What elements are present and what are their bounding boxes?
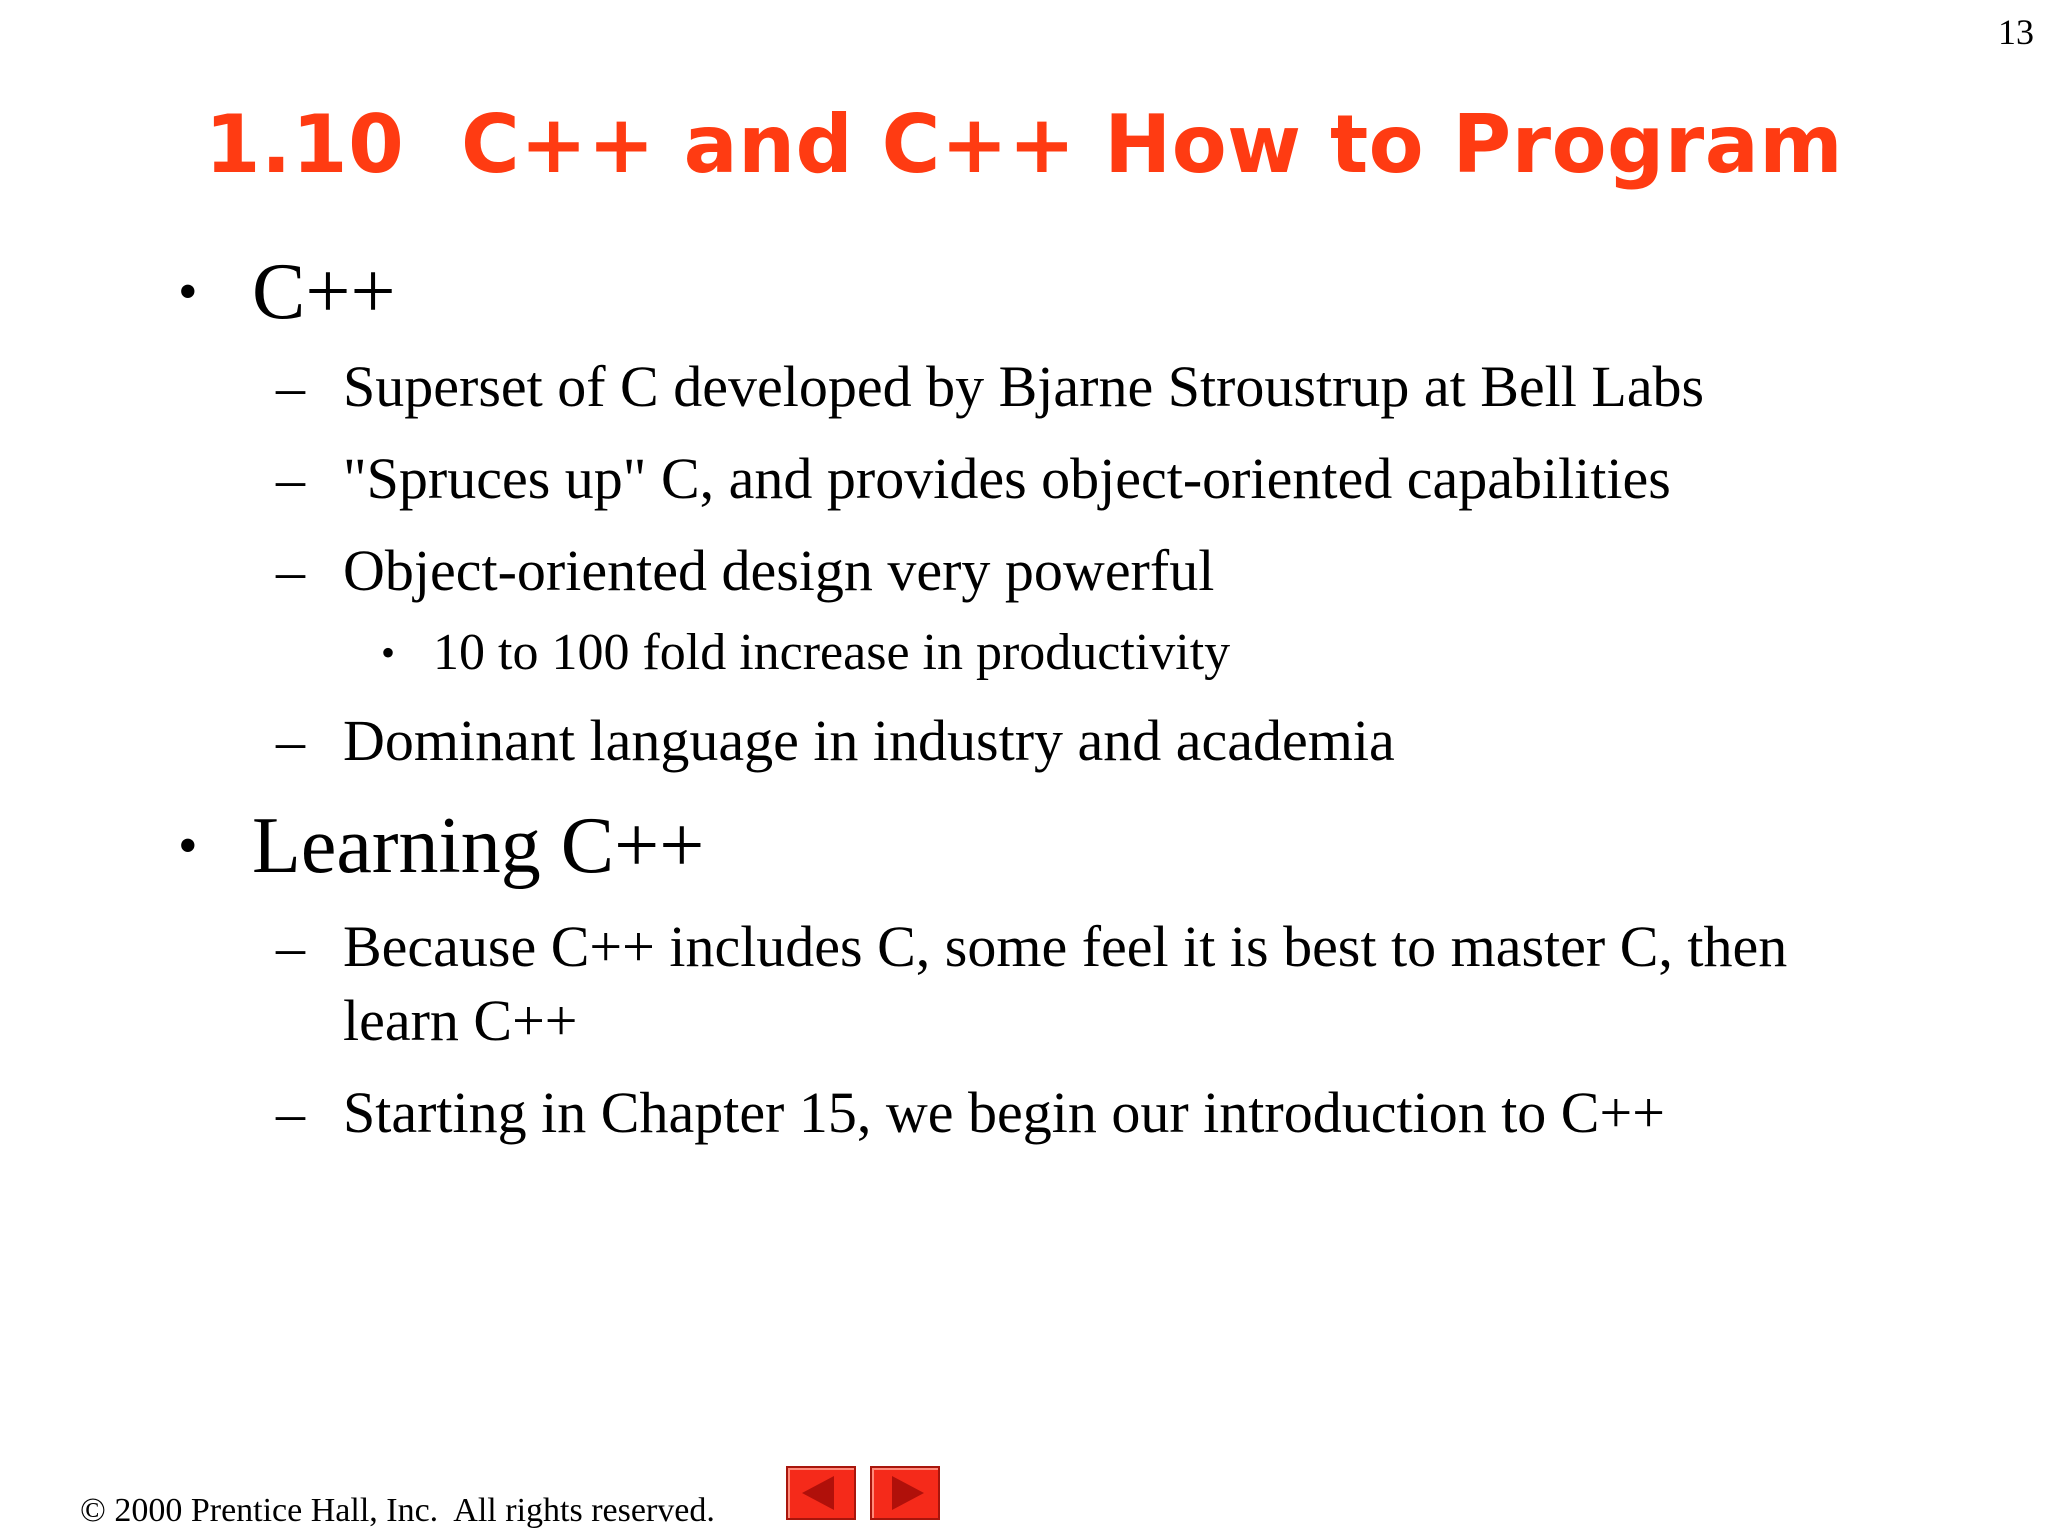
sub-bullet-item xyxy=(0,910,1793,1058)
bullet-item xyxy=(0,804,2048,888)
dash-marker: – xyxy=(276,538,305,603)
page-number: 13 xyxy=(1998,12,2034,52)
sub-bullet-text: "Spruces up" C, and provides object-oriented capabilities xyxy=(343,446,1671,511)
bullet-label: C++ xyxy=(252,248,396,336)
sub-bullet-item xyxy=(0,1076,1793,1150)
left-arrow-icon xyxy=(788,1468,854,1518)
bullet-marker: • xyxy=(178,815,198,877)
sub-bullet-item xyxy=(0,704,1793,778)
sub-bullet-text: Object-oriented design very powerful xyxy=(343,538,1215,603)
copyright-footer: © 2000 Prentice Hall, Inc. All rights reserved. xyxy=(80,1492,715,1529)
sub-bullet-item xyxy=(0,442,1793,516)
bullet-marker: • xyxy=(381,630,396,675)
sub-bullet-text: Superset of C developed by Bjarne Stroustrup at Bell Labs xyxy=(343,354,1705,419)
slide-title: 1.10 C++ and C++ How to Program xyxy=(204,98,1844,191)
sub-sub-bullet-text: 10 to 100 fold increase in productivity xyxy=(433,624,1231,681)
sub-bullet-text: Starting in Chapter 15, we begin our introduction to C++ xyxy=(343,1080,1665,1145)
next-slide-button[interactable] xyxy=(870,1466,940,1520)
dash-marker: – xyxy=(276,446,305,511)
dash-marker: – xyxy=(276,914,305,979)
dash-marker: – xyxy=(276,708,305,773)
dash-marker: – xyxy=(276,354,305,419)
right-arrow-icon xyxy=(872,1468,938,1518)
dash-marker: – xyxy=(276,1080,305,1145)
sub-bullet-text: Because C++ includes C, some feel it is best to master C, then learn C++ xyxy=(343,914,1788,1053)
bullet-item xyxy=(0,250,2048,334)
bullet-list xyxy=(0,250,2048,1150)
bullet-label: Learning C++ xyxy=(252,802,705,890)
previous-slide-button[interactable] xyxy=(786,1466,856,1520)
sub-bullet-item xyxy=(0,534,1793,608)
bullet-marker: • xyxy=(178,261,198,323)
sub-bullet-item xyxy=(0,350,1793,424)
sub-sub-bullet-item xyxy=(0,620,2048,686)
sub-bullet-text: Dominant language in industry and academia xyxy=(343,708,1395,773)
